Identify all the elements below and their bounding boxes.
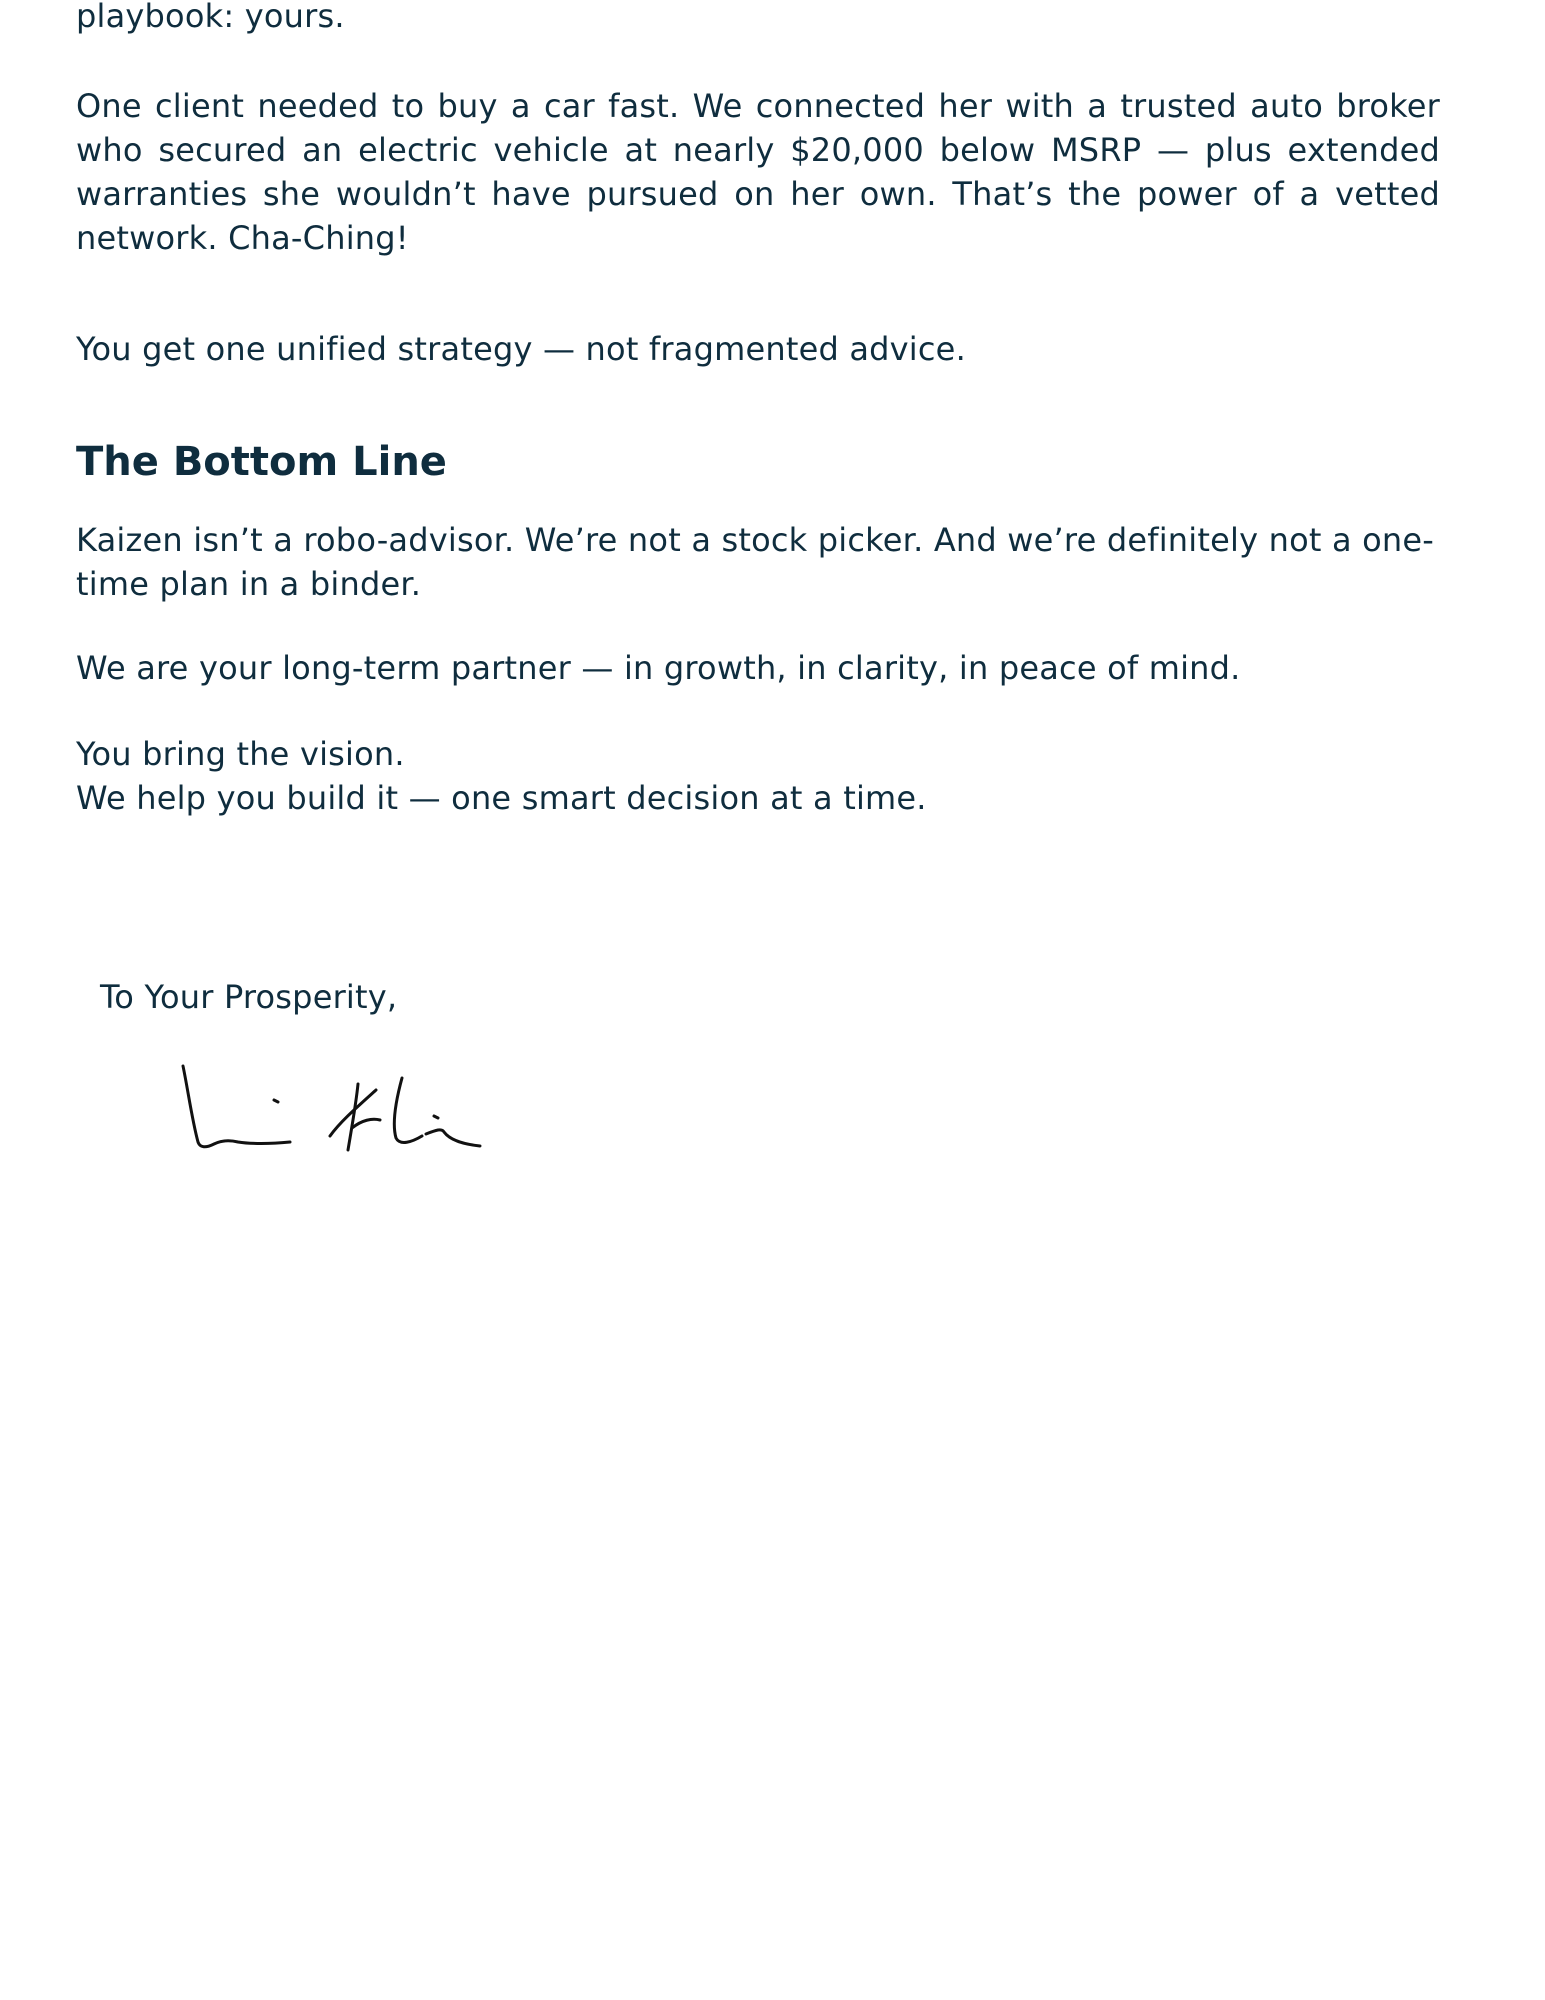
section-heading-bottom-line: The Bottom Line bbox=[76, 439, 447, 485]
paragraph-kaizen-description: Kaizen isn’t a robo-advisor. We’re not a stock picker. And we’re definitely not a one-time plan in a binder. bbox=[76, 521, 1435, 603]
paragraph-fragment: playbook: yours. bbox=[76, 0, 345, 35]
vision-line-2: We help you build it — one smart decision at a time. bbox=[76, 779, 927, 817]
paragraph-vision bbox=[76, 732, 1440, 820]
handwritten-signature bbox=[180, 1060, 500, 1180]
paragraph-unified-strategy: You get one unified strategy — not fragmented advice. bbox=[76, 330, 966, 368]
closing-salutation: To Your Prosperity, bbox=[100, 978, 398, 1016]
paragraph-long-term-partner: We are your long-term partner — in growth, in clarity, in peace of mind. bbox=[76, 649, 1241, 687]
paragraph-car-story: One client needed to buy a car fast. We connected her with a trusted auto broker who secured an electric vehicle at nearly $20,000 below MSRP — plus extended warranties she wouldn’t have pursued on her own. That’s the power of a vetted network. Cha-Ching! bbox=[76, 87, 1440, 257]
vision-line-1: You bring the vision. bbox=[76, 735, 405, 773]
